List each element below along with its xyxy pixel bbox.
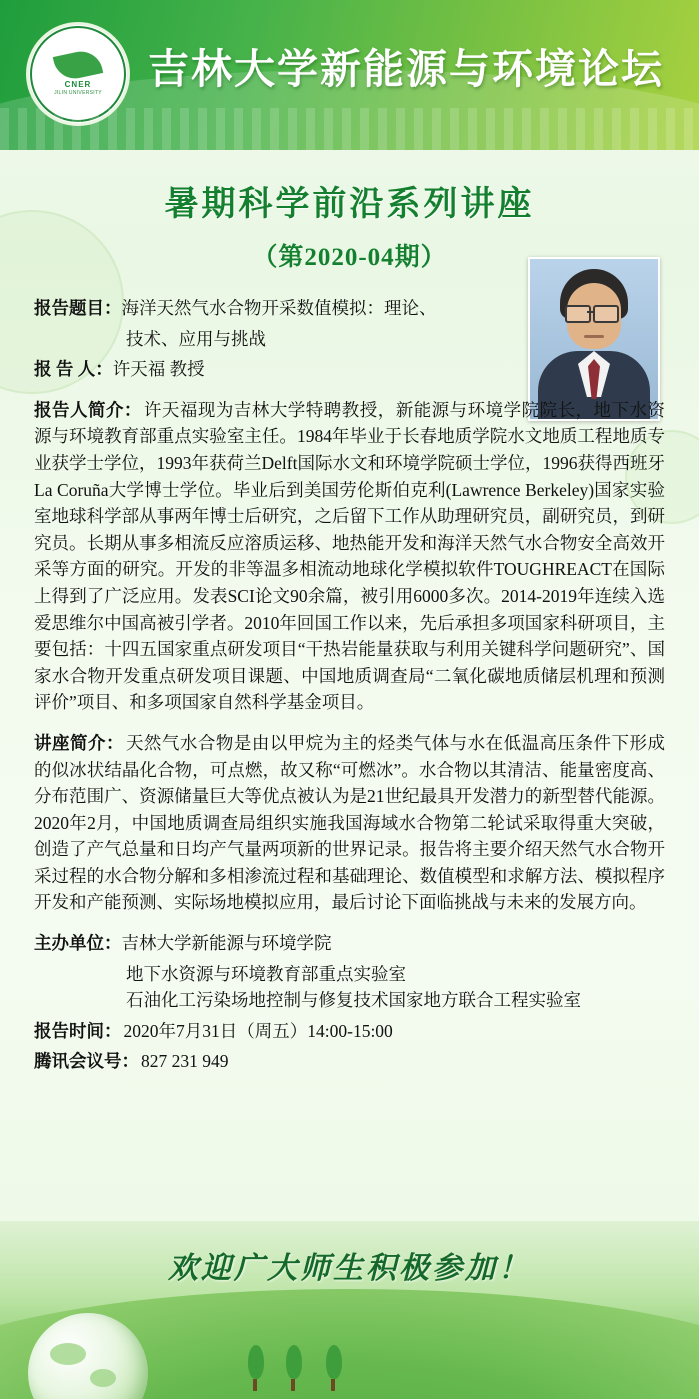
speaker-row <box>34 356 665 383</box>
tree-icon <box>248 1345 262 1391</box>
abstract-text: 天然气水合物是由以甲烷为主的烃类气体与水在低温高压条件下形成的似冰状结晶化合物，可点燃，故又称“可燃冰”。水合物以其清洁、能量密度高、分布范围广、资源储量巨大等优点被认为是21世纪最具开发潜力的新型替代能源。2020年2月，中国地质调查局组织实施我国海域水合物第二轮试采取得重大突破，创造了产气总量和日均产气量两项新的世界记录。报告将主要介绍天然气水合物开采过程的水合物分解和多相渗流过程和基础理论、数值模型和求解方法、模拟程序开发和产能预测、实际场地模拟应用，最后讨论下面临挑战与未来的发展方向。 <box>34 732 666 913</box>
abstract-label: 讲座简介： <box>34 732 124 753</box>
series-title: 暑期科学前沿系列讲座 <box>164 186 535 223</box>
forum-title: 吉林大学新能源与环境论坛 <box>148 46 664 92</box>
tree-top <box>286 1345 302 1379</box>
organizer-line: 地下水资源与环境教育部重点实验室 <box>126 963 406 984</box>
bio-paragraph <box>34 397 665 716</box>
tree-icon <box>326 1345 340 1391</box>
topic-value-line1: 海洋天然气水合物开采数值模拟：理论、 <box>121 298 437 318</box>
bio-text: 许天福现为吉林大学特聘教授，新能源与环境学院院长，地下水资源与环境教育部重点实验室主任。1984年毕业于长春地质学院水文地质工程地质专业获学士学位，1993年获荷兰Delft国际水文和环境学院硕士学位，1996获得西班牙La Coruña大学博士学位。毕业后到美国劳伦斯伯克利(Lawrence Berkeley)国家实验室地球科学部从事两年博士后研究，之后留下工作从助理研究员，副研究员，到研究员。长期从事多相流反应溶质运移、地热能开发和海洋天然气水合物安全高效开采等方面的研究。开发的非等温多相流动地球化学模拟软件TOUGHREACT在国际上得到了广泛应用。发表SCI论文90余篇，被引用6000多次。2014-2019年连续入选爱思维尔中国高被引学者。2010年回国工作以来，先后承担多项国家科研项目，主要包括：十四五国家重点研发项目“干热岩能量获取与利用关键科学问题研究”、国家水合物开发重点研发项目课题、中国地质调查局“二氧化碳地质储层机理和预测评价”项目、和多项国家自然科学基金项目。 <box>34 399 666 713</box>
tree-top <box>248 1345 264 1379</box>
globe-patch <box>90 1369 116 1387</box>
organizer-line: 吉林大学新能源与环境学院 <box>121 933 332 954</box>
poster-content <box>0 295 699 1075</box>
logo-subtext: JILIN UNIVERSITY <box>54 90 102 96</box>
tree-icon <box>286 1345 300 1391</box>
logo-inner <box>30 26 126 122</box>
topic-row <box>34 295 665 322</box>
time-row <box>34 1018 665 1045</box>
leaf-icon <box>53 48 103 83</box>
issue-number: （第2020-04期） <box>252 244 447 271</box>
meeting-row <box>34 1048 665 1075</box>
speaker-label: 报 告 人： <box>34 359 113 380</box>
abstract-paragraph <box>34 730 665 916</box>
organizers-block <box>34 930 665 1014</box>
time-value: 2020年7月31日（周五）14:00-15:00 <box>123 1020 393 1041</box>
university-logo-icon <box>26 22 130 126</box>
organizer-row <box>34 930 665 957</box>
welcome-text: 欢迎广大师生积极参加！ <box>168 1252 531 1285</box>
time-label: 报告时间： <box>34 1020 122 1041</box>
tree-trunk <box>291 1379 295 1391</box>
topic-value-line2: 技术、应用与挑战 <box>126 328 266 349</box>
speaker-value: 许天福 教授 <box>112 359 205 380</box>
logo-abbr: CNER <box>64 80 92 89</box>
meeting-value: 827 231 949 <box>141 1051 229 1072</box>
poster-header <box>0 0 699 150</box>
meeting-label: 腾讯会议号： <box>34 1051 139 1072</box>
bio-label: 报告人简介： <box>34 399 142 420</box>
poster-footer <box>0 1221 699 1399</box>
organizers-label: 主办单位： <box>34 933 122 954</box>
tree-trunk <box>253 1379 257 1391</box>
tree-trunk <box>331 1379 335 1391</box>
globe-patch <box>50 1343 86 1365</box>
tree-top <box>326 1345 342 1379</box>
organizer-line: 石油化工污染场地控制与修复技术国家地方联合工程实验室 <box>126 990 581 1011</box>
topic-label: 报告题目： <box>34 298 122 318</box>
